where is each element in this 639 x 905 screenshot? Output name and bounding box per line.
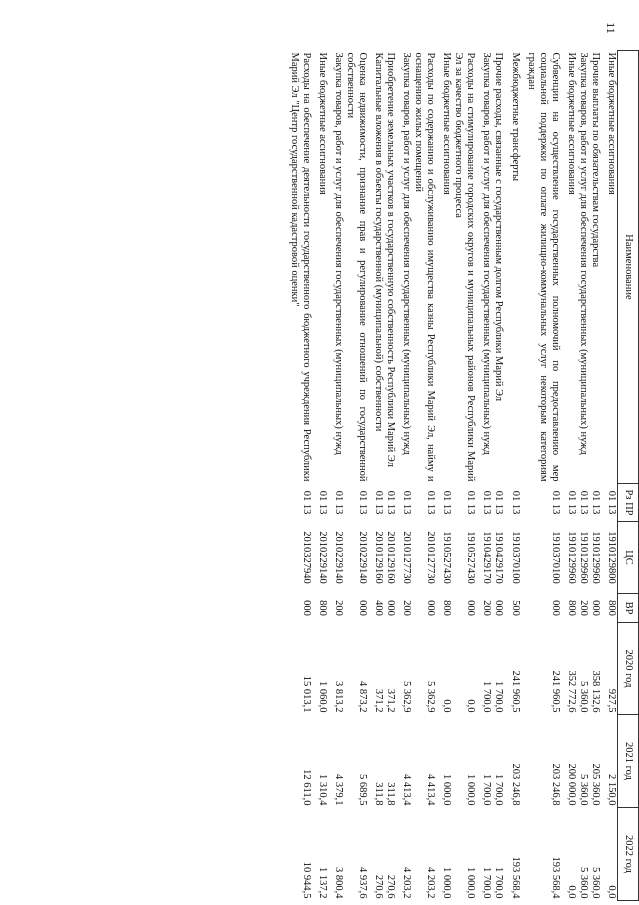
cell-cs: 1910370100 — [509, 531, 521, 584]
cell-cs: 1910429170 — [493, 531, 505, 584]
cell-pr: 13 — [606, 503, 617, 515]
cell-rz-pr — [452, 484, 480, 522]
cell-name: Иные бюджетные ассигнования — [441, 52, 453, 195]
cell-2020: 5 360,0 — [577, 681, 589, 713]
cell-name: Оценка недвижимости, признание прав и регулирование отношений по государственной собственности — [344, 52, 368, 482]
cell-rz: 01 — [606, 490, 617, 502]
cell-vr: 000 — [425, 600, 437, 616]
cell-rz-pr — [605, 484, 618, 522]
cell-2020: 3 813,2 — [332, 681, 344, 713]
cell-2022: 4 203,2 — [425, 867, 437, 899]
cell-name: Прочие выплаты по обязательствам государства — [589, 52, 601, 268]
cell-2020: 5 362,9 — [425, 681, 437, 713]
cell-vr: 000 — [549, 600, 561, 616]
cell-2022: 4 203,2 — [401, 867, 413, 899]
cell-pr: 13 — [441, 503, 453, 515]
header-rz-pr: Рз ПР — [618, 484, 639, 522]
cell-2022: 0,0 — [565, 885, 577, 899]
cell-2021: 12 611,0 — [300, 769, 312, 806]
cell-2022: 270,6 — [385, 874, 396, 899]
cell-2021: 1 700,0 — [481, 774, 493, 806]
table-row — [577, 51, 589, 901]
cell-vr: 000 — [589, 600, 601, 616]
cell-cs: 2010229140 — [356, 531, 368, 584]
cell-cs: 1910129960 — [565, 531, 577, 584]
table-row — [509, 51, 525, 901]
header-name: Наименование — [618, 51, 639, 484]
cell-pr: 13 — [316, 503, 328, 515]
cell-rz: 01 — [385, 490, 396, 502]
cell-2020: 358 132,6 — [589, 670, 601, 713]
cell-2021: 4 413,4 — [401, 774, 413, 806]
cell-2021: 205 360,0 — [589, 763, 601, 806]
cell-2022: 0,0 — [606, 885, 617, 899]
cell-pr: 13 — [425, 503, 437, 515]
cell-2021: 200 000,0 — [565, 763, 577, 806]
cell-name: Межбюджетные трансферты — [509, 52, 521, 182]
cell-2022: 1 000,0 — [465, 867, 477, 899]
cell-2020: 352 772,6 — [565, 670, 577, 713]
cell-pr: 13 — [385, 503, 396, 515]
cell-2021: 1 000,0 — [465, 774, 477, 806]
cell-2020: 1 060,0 — [316, 681, 328, 713]
table-row — [316, 51, 332, 901]
cell-pr: 13 — [493, 503, 505, 515]
cell-rz-pr — [565, 484, 577, 522]
cell-2020: 241 960,5 — [549, 670, 561, 713]
cell-vr: 800 — [606, 600, 617, 616]
cell-2021: 2 150,0 — [606, 774, 617, 806]
cell-rz-pr — [440, 484, 452, 522]
cell-name: Прочие расходы, связанные с государственным долгом Республики Марий Эл — [493, 52, 505, 402]
cell-2021: 5 360,0 — [577, 774, 589, 806]
cell-rz: 01 — [401, 490, 413, 502]
cell-name: Закупка товаров, работ и услуг для обеспечения государственных (муниципальных) нужд — [481, 52, 493, 455]
cell-cs: 2010127730 — [425, 531, 437, 584]
cell-pr: 13 — [589, 503, 601, 515]
budget-table — [288, 50, 639, 901]
cell-2021: 311,8 — [372, 782, 384, 806]
cell-rz: 01 — [372, 490, 384, 502]
cell-rz-pr — [384, 484, 400, 522]
cell-vr: 000 — [356, 600, 368, 616]
cell-vr: 500 — [509, 600, 521, 616]
cell-vr: 800 — [565, 600, 577, 616]
cell-vr: 200 — [332, 600, 344, 616]
cell-rz-pr — [589, 484, 605, 522]
header-2022: 2022 год — [618, 808, 639, 901]
cell-rz: 01 — [356, 490, 368, 502]
cell-pr: 13 — [565, 503, 577, 515]
table-row — [525, 51, 565, 901]
cell-name: Иные бюджетные ассигнования — [316, 52, 328, 195]
cell-rz-pr — [332, 484, 344, 522]
cell-vr: 200 — [577, 600, 589, 616]
cell-name: Приобретение земельных участков в государственную собственность Республики Марий Эл — [385, 52, 396, 467]
table-row — [565, 51, 577, 901]
cell-2020: 15 013,1 — [300, 675, 312, 713]
table-row — [384, 51, 400, 901]
cell-2021: 311,8 — [385, 782, 396, 806]
cell-pr: 13 — [549, 503, 561, 515]
cell-rz: 01 — [565, 490, 577, 502]
cell-2022: 1 000,0 — [441, 867, 453, 899]
table-header-row — [618, 51, 639, 901]
cell-name: Иные бюджетные ассигнования — [565, 52, 577, 195]
header-cs: ЦС — [618, 522, 639, 594]
cell-rz: 01 — [589, 490, 601, 502]
cell-pr: 13 — [509, 503, 521, 515]
cell-2020: 1 700,0 — [481, 681, 493, 713]
header-2021: 2021 год — [618, 715, 639, 808]
page-number: 11 — [604, 22, 618, 34]
cell-cs: 1910370100 — [549, 531, 561, 584]
header-2020: 2020 год — [618, 623, 639, 715]
cell-rz-pr — [344, 484, 372, 522]
cell-rz: 01 — [332, 490, 344, 502]
cell-name: Иные бюджетные ассигнования — [606, 52, 617, 195]
cell-rz: 01 — [577, 490, 589, 502]
table-row — [344, 51, 372, 901]
cell-2022: 193 568,4 — [509, 856, 521, 899]
cell-rz: 01 — [441, 490, 453, 502]
table-row — [400, 51, 412, 901]
cell-pr: 13 — [372, 503, 384, 515]
cell-rz: 01 — [509, 490, 521, 502]
cell-pr: 13 — [577, 503, 589, 515]
cell-rz: 01 — [300, 490, 312, 502]
cell-2022: 1 137,2 — [316, 867, 328, 899]
table-body — [288, 51, 618, 901]
table-row — [589, 51, 605, 901]
cell-vr: 800 — [316, 600, 328, 616]
cell-rz-pr — [400, 484, 412, 522]
cell-2022: 10 944,5 — [300, 861, 312, 899]
cell-cs: 2010127730 — [401, 531, 413, 584]
cell-2020: 0,0 — [465, 699, 477, 713]
table-row — [480, 51, 492, 901]
cell-rz-pr — [412, 484, 440, 522]
cell-vr: 800 — [441, 600, 453, 616]
rotated-page-content — [139, 50, 639, 900]
cell-2022: 3 800,4 — [332, 867, 344, 899]
cell-pr: 13 — [401, 503, 413, 515]
cell-vr: 000 — [385, 600, 396, 616]
cell-2022: 1 700,0 — [493, 867, 505, 899]
cell-vr: 200 — [481, 600, 493, 616]
cell-2022: 4 937,6 — [356, 867, 368, 899]
cell-vr: 200 — [401, 600, 413, 616]
cell-cs: 1910129800 — [606, 531, 617, 584]
cell-cs: 1910429170 — [481, 531, 493, 584]
cell-pr: 13 — [481, 503, 493, 515]
table-row — [440, 51, 452, 901]
cell-2020: 927,5 — [606, 688, 617, 713]
cell-2020: 0,0 — [441, 699, 453, 713]
cell-2021: 203 246,8 — [549, 763, 561, 806]
cell-2022: 270,6 — [372, 874, 384, 899]
cell-rz-pr — [372, 484, 384, 522]
cell-2022: 5 360,0 — [577, 867, 589, 899]
cell-2021: 1 700,0 — [493, 774, 505, 806]
cell-rz: 01 — [425, 490, 437, 502]
cell-rz-pr — [577, 484, 589, 522]
table-row — [452, 51, 480, 901]
cell-rz-pr — [288, 484, 316, 522]
cell-vr: 000 — [300, 600, 312, 616]
cell-cs: 1910527430 — [441, 531, 453, 584]
cell-rz: 01 — [481, 490, 493, 502]
cell-name: Закупка товаров, работ и услуг для обеспечения государственных (муниципальных) нужд — [577, 52, 589, 455]
cell-rz: 01 — [493, 490, 505, 502]
cell-2021: 1 000,0 — [441, 774, 453, 806]
cell-2022: 5 360,0 — [589, 867, 601, 899]
cell-name: Субвенции на осуществление государственных полномочий по предоставлению мер социальной поддержки по оплате жилищно-коммунальных услуг некоторым категориям граждан — [525, 52, 561, 482]
cell-cs: 2010327940 — [300, 531, 312, 584]
cell-cs: 2010229140 — [332, 531, 344, 584]
cell-2021: 5 689,5 — [356, 774, 368, 806]
cell-2022: 193 568,4 — [549, 856, 561, 899]
table-row — [412, 51, 440, 901]
table-row — [372, 51, 384, 901]
cell-name: Расходы на обеспечение деятельности государственного бюджетного учреждения Республики Марий Эл "Центр государственной кадастровой оценки" — [288, 52, 312, 482]
cell-name: Капитальные вложения в объекты государственной (муниципальной) собственности — [372, 52, 384, 432]
cell-2021: 4 413,4 — [425, 774, 437, 806]
cell-pr: 13 — [356, 503, 368, 515]
cell-vr: 000 — [493, 600, 505, 616]
cell-rz-pr — [509, 484, 525, 522]
cell-2020: 1 700,0 — [493, 681, 505, 713]
cell-name: Закупка товаров, работ и услуг для обеспечения государственных (муниципальных) нужд — [332, 52, 344, 455]
cell-cs: 1910129960 — [577, 531, 589, 584]
cell-rz: 01 — [465, 490, 477, 502]
cell-name: Закупка товаров, работ и услуг для обеспечения государственных (муниципальных) нужд — [401, 52, 413, 455]
cell-name: Расходы на стимулирование городских округов и муниципальных районов Республики Марий Эл за качество бюджетного процесса — [453, 52, 477, 482]
cell-pr: 13 — [332, 503, 344, 515]
table-row — [288, 51, 316, 901]
cell-cs: 1910527430 — [465, 531, 477, 584]
table-row — [332, 51, 344, 901]
cell-pr: 13 — [300, 503, 312, 515]
cell-rz-pr — [525, 484, 565, 522]
cell-rz-pr — [316, 484, 332, 522]
cell-2021: 1 310,4 — [316, 774, 328, 806]
cell-pr: 13 — [465, 503, 477, 515]
cell-vr: 400 — [372, 600, 384, 616]
cell-rz: 01 — [549, 490, 561, 502]
cell-cs: 2010129160 — [385, 531, 396, 584]
table-row — [492, 51, 508, 901]
cell-2020: 5 362,9 — [401, 681, 413, 713]
cell-2021: 4 379,1 — [332, 774, 344, 806]
cell-2020: 371,2 — [385, 688, 396, 713]
cell-rz-pr — [492, 484, 508, 522]
cell-cs: 1910129960 — [589, 531, 601, 584]
cell-rz-pr — [480, 484, 492, 522]
cell-2020: 241 960,5 — [509, 670, 521, 713]
cell-rz: 01 — [316, 490, 328, 502]
cell-name: Расходы по содержанию и обслуживанию имущества казны Республики Марий Эл, найму и оснащению жилых помещений — [413, 52, 437, 482]
cell-vr: 000 — [465, 600, 477, 616]
cell-cs: 2010229140 — [316, 531, 328, 584]
cell-2020: 4 873,2 — [356, 681, 368, 713]
cell-2022: 1 700,0 — [481, 867, 493, 899]
cell-cs: 2010129160 — [372, 531, 384, 584]
header-vr: ВР — [618, 594, 639, 623]
table-row — [605, 51, 618, 901]
cell-2020: 371,2 — [372, 688, 384, 713]
cell-2021: 203 246,8 — [509, 763, 521, 806]
